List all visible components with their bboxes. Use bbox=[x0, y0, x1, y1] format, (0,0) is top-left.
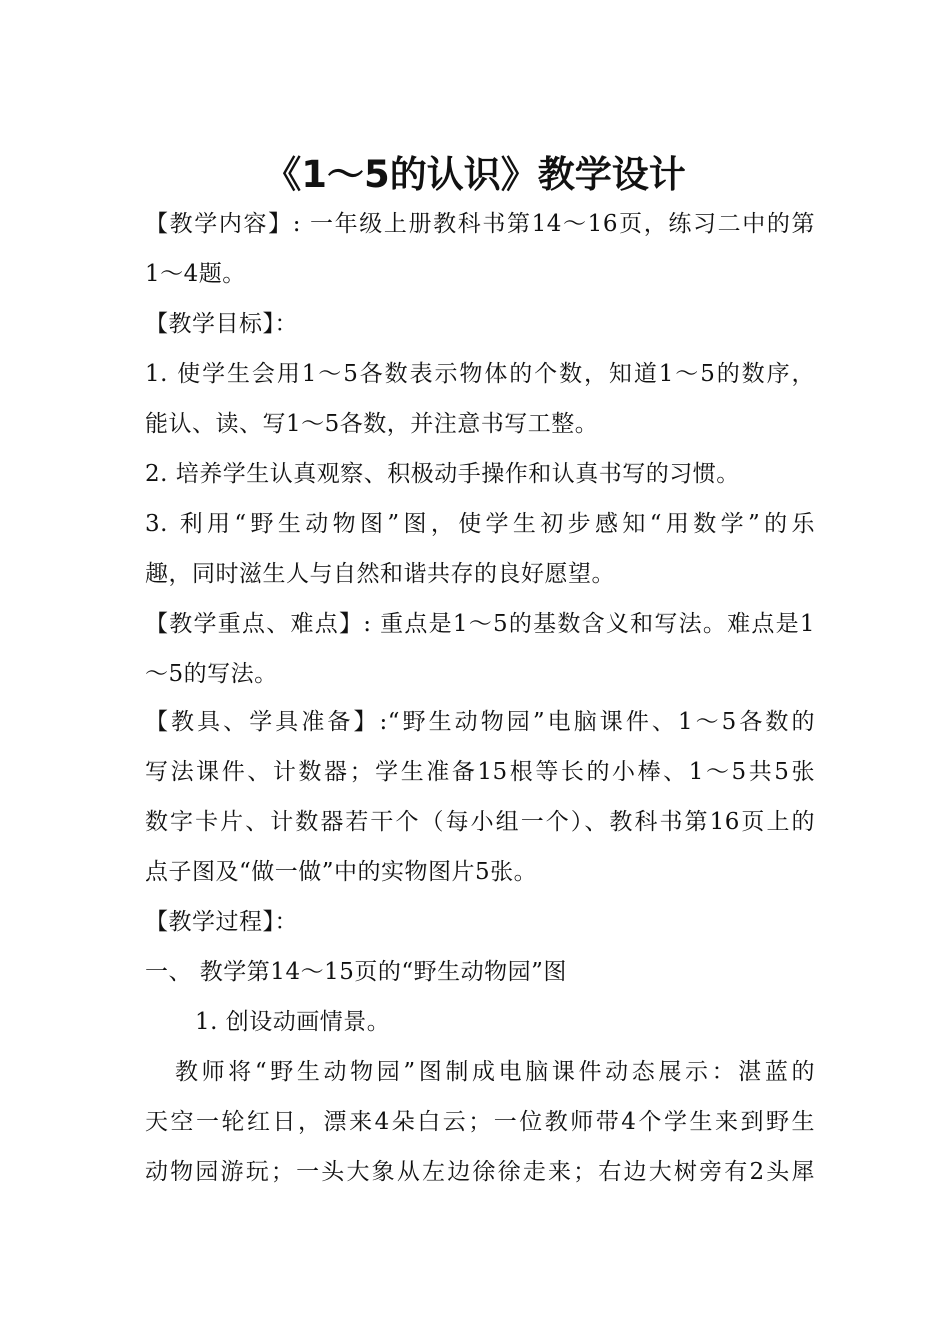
list-item: 1. 创设动画情景。 bbox=[195, 1009, 391, 1035]
paragraph-line: 1. 使学生会用1～5各数表示物体的个数，知道1～5的数序， bbox=[145, 361, 815, 387]
paragraph-line: 数字卡片、计数器若干个（每小组一个）、教科书第16页上的 bbox=[145, 809, 815, 835]
document-title: 《1～5的认识》教学设计 bbox=[264, 153, 686, 196]
paragraph-line: 【教学内容】: 一年级上册教科书第14～16页，练习二中的第 bbox=[145, 211, 815, 237]
paragraph-line: 天空一轮红日，漂来4朵白云；一位教师带4个学生来到野生 bbox=[145, 1109, 815, 1135]
paragraph-line: 1～4题。 bbox=[145, 261, 246, 287]
section-heading: 【教学过程】： bbox=[145, 909, 298, 935]
paragraph-line: 教师将“野生动物园”图制成电脑课件动态展示：湛蓝的 bbox=[175, 1059, 815, 1085]
section-heading: 【教学目标】： bbox=[145, 311, 298, 337]
paragraph-line: 能认、读、写1～5各数，并注意书写工整。 bbox=[145, 411, 599, 437]
paragraph-line: 3. 利用“野生动物图”图，使学生初步感知“用数学”的乐 bbox=[145, 511, 815, 537]
paragraph-line: 点子图及“做一做”中的实物图片5张。 bbox=[145, 859, 538, 885]
paragraph-line: 【教学重点、难点】: 重点是1～5的基数含义和写法。难点是1 bbox=[145, 611, 815, 637]
paragraph-line: 写法课件、计数器；学生准备15根等长的小棒、1～5共5张 bbox=[145, 759, 815, 785]
paragraph-line: 趣，同时滋生人与自然和谐共存的良好愿望。 bbox=[145, 561, 615, 587]
subsection-heading: 一、 教学第14～15页的“野生动物园”图 bbox=[145, 959, 567, 985]
paragraph-line: 动物园游玩；一头大象从左边徐徐走来；右边大树旁有2头犀 bbox=[145, 1159, 815, 1185]
paragraph-line: 【教具、学具准备】:“野生动物园”电脑课件、1～5各数的 bbox=[145, 709, 815, 735]
paragraph-line: 2. 培养学生认真观察、积极动手操作和认真书写的习惯。 bbox=[145, 461, 740, 487]
paragraph-line: ～5的写法。 bbox=[145, 661, 278, 687]
